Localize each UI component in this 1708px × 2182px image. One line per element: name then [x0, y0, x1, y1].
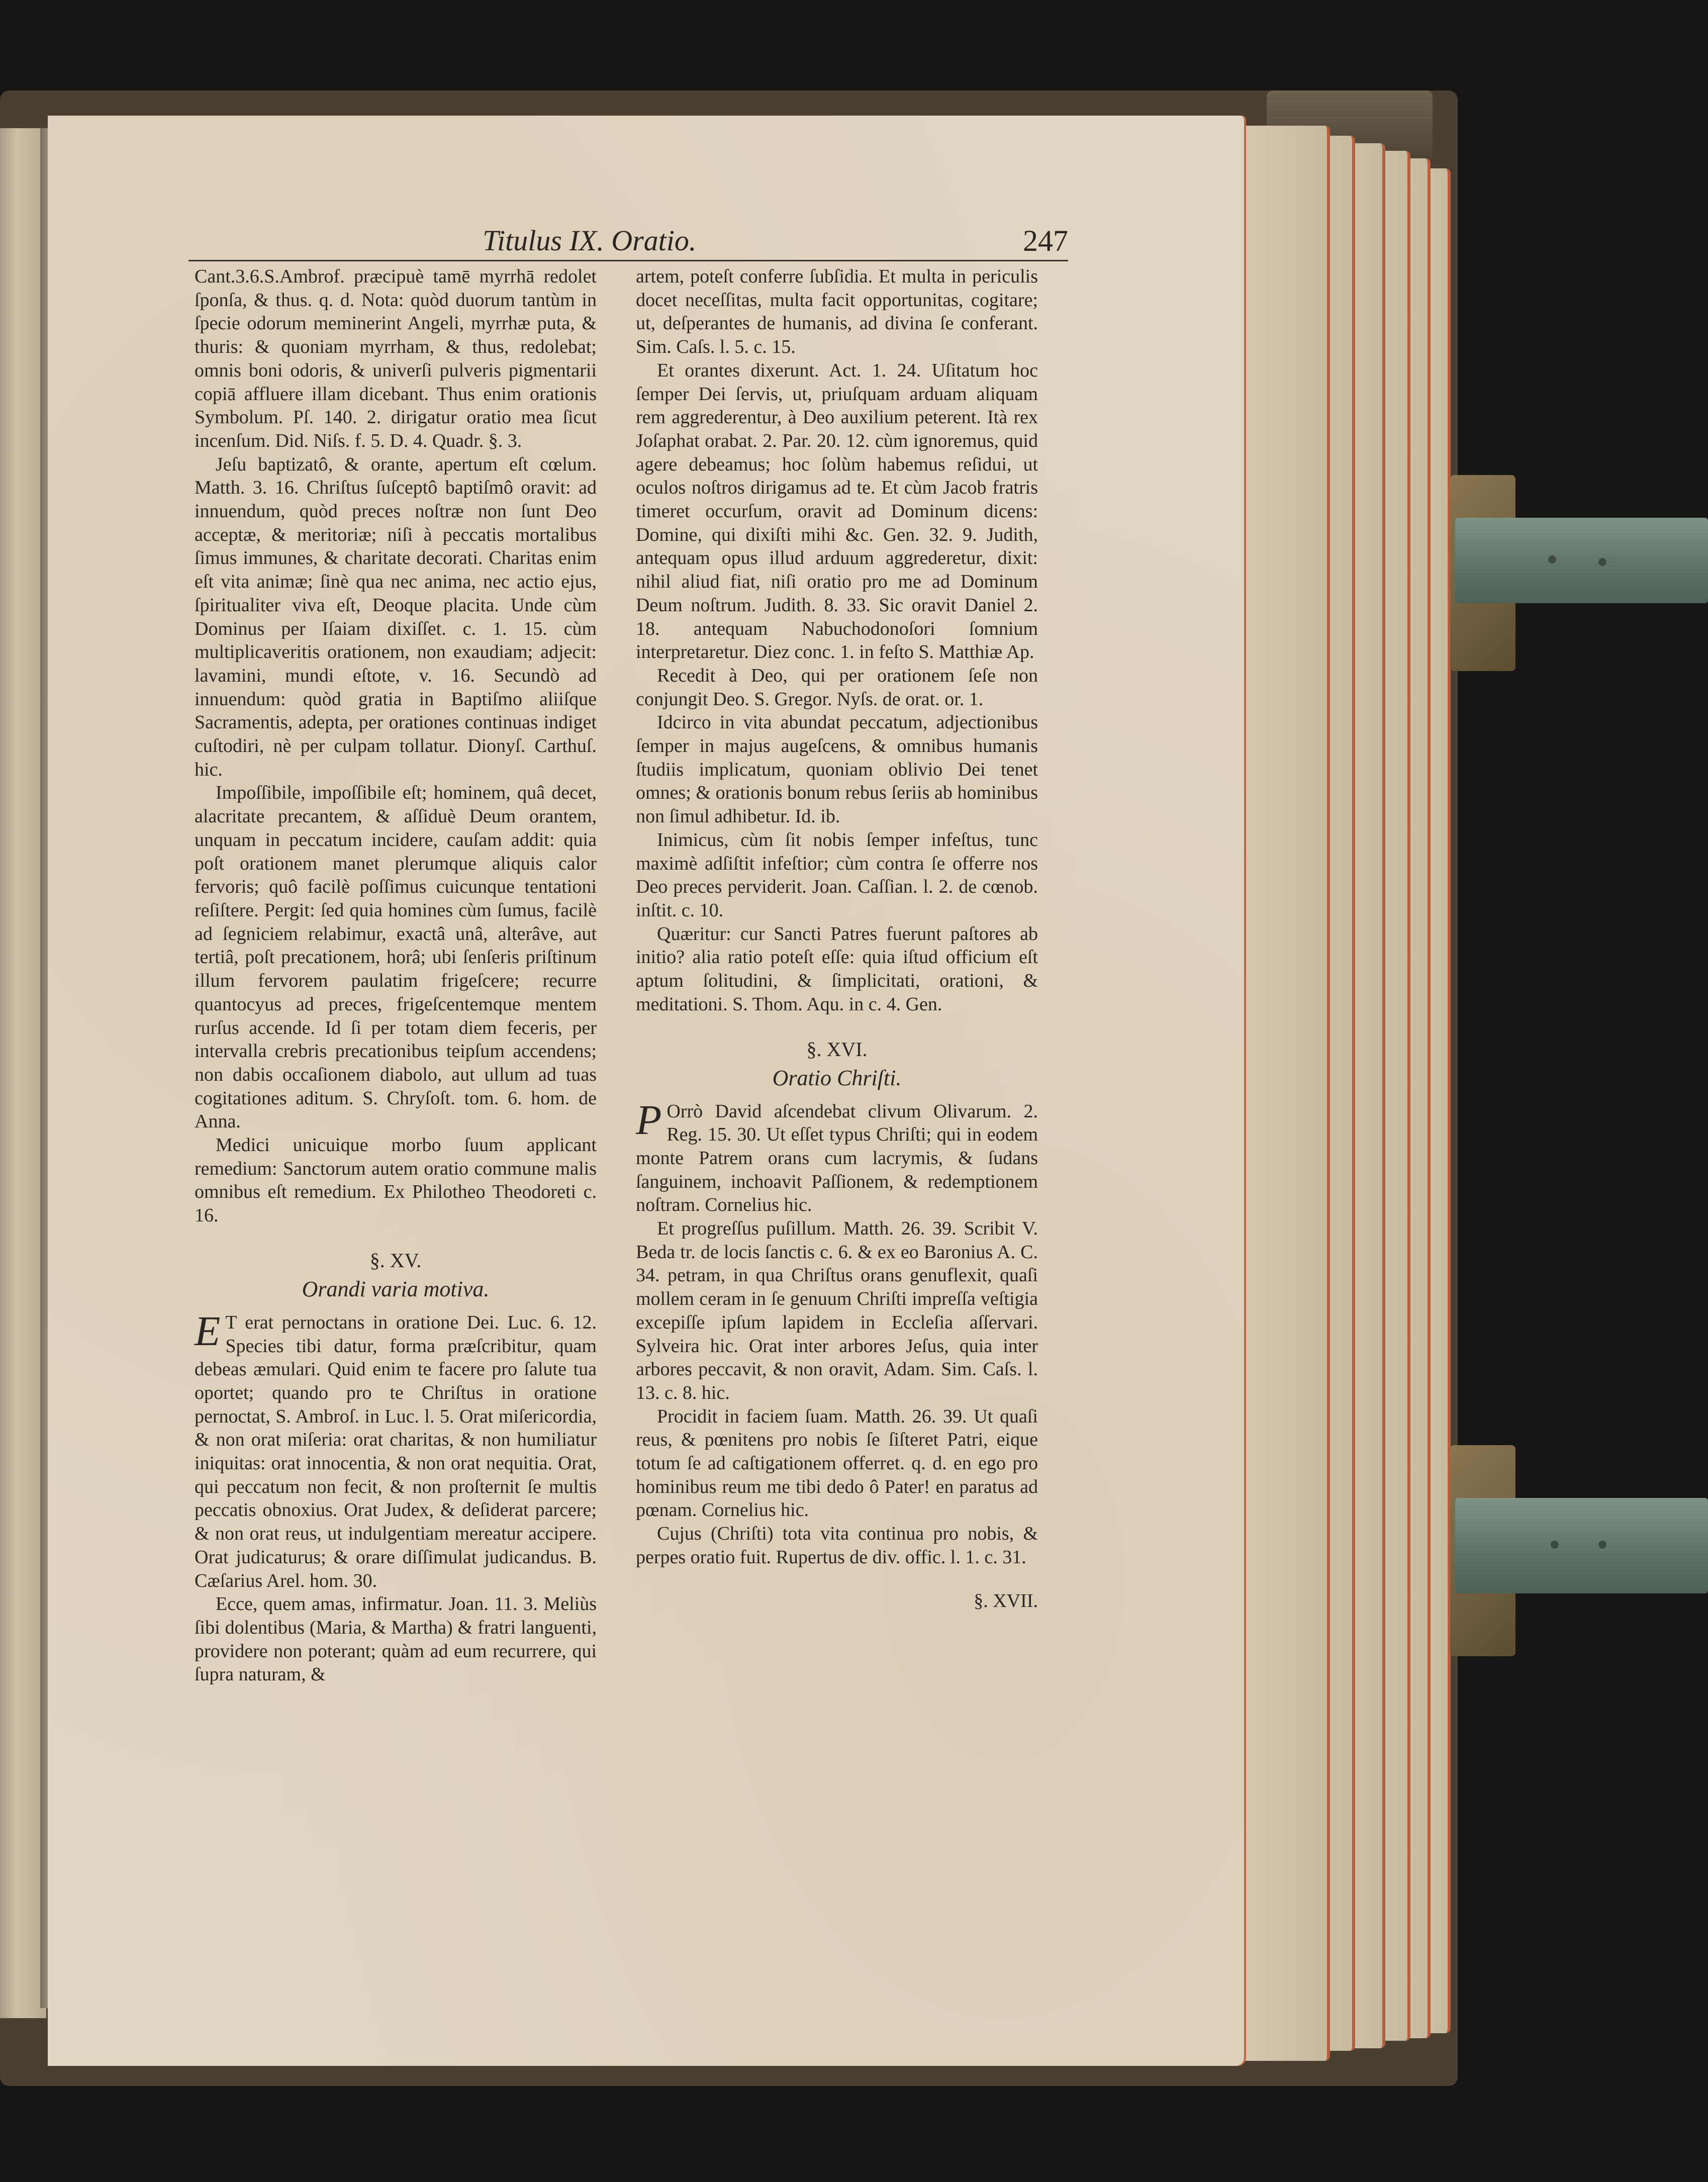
drop-cap: P [636, 1096, 662, 1144]
clasp-strap-top [1455, 518, 1708, 603]
paragraph: Inimicus, cùm ſit nobis ſemper infeſtus, tunc maximè adſiſtit infeſtior; cùm contra ſe offerre nos Deo preces perviderit. Joan. Caſſian. l. 2. de cœnob. inſtit. c. 10. [636, 829, 1038, 921]
paragraph-text: Orrò David aſcendebat clivum Olivarum. 2. Reg. 15. 30. Ut eſſet typus Chriſti; qui in eodem monte Patrem orans cum lacrymis, & ſudans ſanguinem, inchoavit Paſſionem, & redemptionem noſtram. Cornelius hic. [636, 1100, 1038, 1216]
paragraph: Et progreſſus puſillum. Matth. 26. 39. Scribit V. Beda tr. de locis ſanctis c. 6. & ex eo Baronius A. C. 34. petram, in qua Chriſtus orans genuflexit, quaſi mollem ceram in ſe genuum Chriſti impreſſa veſtigia excepiſſe ipſum lapidem in Eccleſia aſſervari. Sylveira hic. Orat inter arbores Jeſus, quia inter arbores peccavit, & non oravit, Adam. Sim. Caſs. l. 13. c. 8. hic. [636, 1218, 1038, 1403]
paragraph: Cujus (Chriſti) tota vita continua pro nobis, & perpes oratio fuit. Rupertus de div. offic. l. 1. c. 31. [636, 1523, 1038, 1568]
paragraph: Quæritur: cur Sancti Patres fuerunt paſtores ab initio? alia ratio poteſt eſſe: quia iſtud officium eſt aptum ſolitudini, & ſimplicitati, orationi, & meditationi. S. Thom. Aqu. in c. 4. Gen. [636, 923, 1038, 1015]
paragraph: Et orantes dixerunt. Act. 1. 24. Uſitatum hoc ſemper Dei ſervis, ut, priuſquam arduam aliquam rem aggrederentur, à Deo auxilium peterent. Ità rex Joſaphat orabat. 2. Par. 20. 12. cùm ignoremus, quid agere debeamus; hoc ſolùm habemus reſidui, ut oculos noſtros dirigamus ad te. Et cùm Jacob fratris timeret occurſum, oravit ad Dominum dicens: Domine, qui dixiſti mihi &c. Gen. 32. 9. Judith, antequam opus illud arduum aggrederetur, dixit: nihil aliud fiat, niſi oratio pro me ad Dominum Deum noſtrum. Judith. 8. 33. Sic oravit Daniel 2. 18. antequam Nabuchodonoſori ſomnium interpretaretur. Diez conc. 1. in feſto S. Matthiæ Ap. [636, 359, 1038, 663]
clasp-strap-bottom [1455, 1498, 1708, 1593]
paragraph: Jeſu baptizatô, & orante, apertum eſt cœlum. Matth. 3. 16. Chriſtus ſuſceptô baptiſmô oravit: ad innuendum, quòd preces noſtræ non ſunt Deo acceptæ, & meritoriæ; niſi à peccatis mortalibus ſimus immunes, & charitate decorati. Charitas enim eſt vita animæ; ſinè qua nec anima, nec actio ejus, ſpiritualiter viva eſt, Deoque placita. Unde cùm Dominus per Iſaiam dixiſſet. c. 1. 15. cùm multiplicaveritis orationem, non exaudiam; adjecit: lavamini, mundi eſtote, v. 16. Secundò ad innuendum: quòd gratia in Baptiſmo aliiſque Sacramentis, adepta, per orationes continuas indiget cuſtodiri, nè per culpam tollatur. Dionyſ. Carthuſ. hic. [195, 453, 597, 780]
page-number: 247 [1023, 224, 1068, 257]
section-number: §. XVI. [806, 1037, 868, 1061]
rivet [1548, 555, 1556, 563]
paragraph: Medici unicuique morbo ſuum applicant remedium: Sanctorum autem oratio commune malis omnibus eſt remedium. Ex Philotheo Theodoreti c. 16. [195, 1134, 597, 1226]
paragraph: artem, poteſt conferre ſubſidia. Et multa in periculis docet neceſſitas, multa facit opportunitas, cogitare; ut, deſperantes de humanis, ad divina ſe conferant. Sim. Caſs. l. 5. c. 15. [636, 266, 1038, 358]
paragraph: Ecce, quem amas, infirmatur. Joan. 11. 3. Meliùs ſibi dolentibus (Maria, & Martha) & fratri languenti, providere non poterant; quàm ad eum recurrere, qui ſupra naturam, & [195, 1593, 597, 1685]
paragraph: Recedit à Deo, qui per orationem ſeſe non conjungit Deo. S. Gregor. Nyſs. de orat. or. 1. [636, 665, 1038, 710]
section-title: Oratio Chriſti. [772, 1065, 902, 1090]
left-column [195, 265, 597, 1686]
paragraph-with-initial [195, 1307, 597, 1592]
rivet [1551, 1541, 1559, 1549]
rivet [1598, 1541, 1606, 1549]
paragraph-with-initial [636, 1096, 1038, 1217]
paragraph: Procidit in faciem ſuam. Matth. 26. 39. Ut quaſi reus, & pœnitens pro nobis ſe ſiſteret Patri, eique totum ſe ad caſtigationem offerret. q. d. en ego pro hominibus reum me tibi dedo ô Pater! en paratus ad pœnam. Cornelius hic. [636, 1405, 1038, 1521]
section-number: §. XV. [369, 1249, 422, 1272]
paragraph: Impoſſibile, impoſſibile eſt; hominem, quâ decet, alacritate precantem, & aſſiduè Deum orantem, unquam in peccatum incidere, cauſam addit: quia poſt orationem manet plerumque aliquis calor fervoris; quô facilè poſſimus cuicunque tentationi reſiſtere. Pergit: ſed quia homines cùm ſumus, facilè ad ſegniciem relabimur, exactâ unâ, alterâve, aut tertiâ, poſt precationem, horâ; ubi ſenſeris priſtinum illum fervorem paulatim frigeſcere; recurre quantocyus ad preces, frigeſcentemque mentem rurſus accende. Id ſi per totam diem feceris, per intervalla crebris precationibus teipſum accendens; non dabis occaſionem diabolo, aut ullum ad tuas cogitationes aditum. S. Chryſoſt. tom. 6. hom. de Anna. [195, 782, 597, 1132]
left-page-edge [0, 128, 46, 2018]
right-column [636, 265, 1038, 1612]
drop-cap: E [195, 1307, 221, 1355]
catchword: §. XVII. [974, 1590, 1038, 1611]
paragraph-text: T erat pernoctans in oratione Dei. Luc. 6. 12. Species tibi datur, forma præſcribitur, quam debeas æmulari. Quid enim te facere pro ſalute tua oportet; quando pro te Chriſtus in oratione pernoctat, S. Ambroſ. in Luc. l. 5. Orat miſericordia, & non orat miſeria: orat charitas, & non humiliatur iniquitas: orat innocentia, & non orat nequitia. Orat, qui peccatum non fecit, & non proſternit ſe multis peccatis obnoxius. Orat Judex, & deſiderat parcere; & non orat reus, ut indulgentiam mereatur accipere. Orat judicaturus; & orare diſſimulat judicandus. B. Cæſarius Arel. hom. 30. [195, 1311, 597, 1591]
paragraph: Cant.3.6.S.Ambrof. præcipuè tamē myrrhā redolet ſponſa, & thus. q. d. Nota: quòd duorum tantùm in ſpecie odorum meminerint Angeli, myrrhæ puta, & thuris: & quoniam myrrham, & thus, redolebat; omnis boni odoris, & univerſi pulveris pigmentarii copiā affluere illam dicebant. Thus enim orationis Symbolum. Pſ. 140. 2. dirigatur oratio mea ſicut incenſum. Did. Niſs. f. 5. D. 4. Quadr. §. 3. [195, 266, 597, 451]
header-rule [188, 260, 1068, 261]
rivet [1598, 558, 1606, 566]
section-title: Orandi varia motiva. [302, 1276, 490, 1301]
running-title: Titulus IX. Oratio. [483, 224, 697, 257]
paragraph: Idcirco in vita abundat peccatum, adjectionibus ſemper in majus augeſcens, & omnibus humanis ſtudiis implicatum, quoniam oblivio Dei tenet omnes; & orationis bonum rebus ſeriis ab hominibus non ſimul adhibetur. Id. ib. [636, 712, 1038, 827]
